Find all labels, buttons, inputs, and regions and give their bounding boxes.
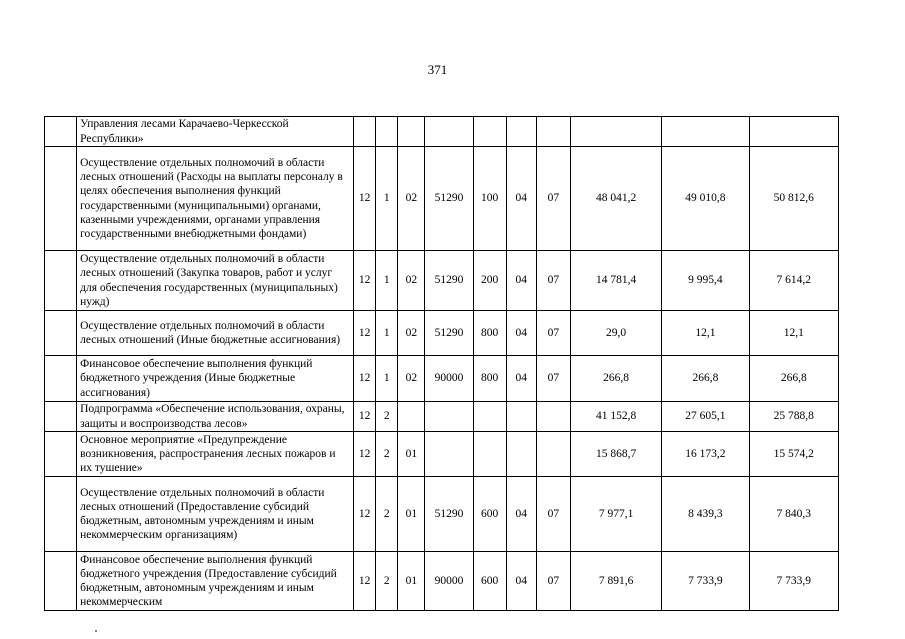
- budget-table: [44, 116, 839, 611]
- amount-year-2: [662, 117, 749, 147]
- code-subsection: 07: [536, 311, 570, 356]
- code-program: [354, 117, 376, 147]
- amount-year-3: 25 788,8: [749, 402, 838, 432]
- amount-year-2: 49 010,8: [662, 147, 749, 251]
- table-row: [45, 402, 839, 432]
- code-subsection: [536, 432, 570, 477]
- code-direction: 51290: [425, 147, 473, 251]
- amount-year-2: 9 995,4: [662, 251, 749, 311]
- code-expense-type: 600: [473, 477, 506, 552]
- row-name: Осуществление отдельных полномочий в области лесных отношений (Иные бюджетные ассигнования): [77, 311, 354, 356]
- code-subsection: [536, 402, 570, 432]
- amount-year-3: 15 574,2: [749, 432, 838, 477]
- table-row: [45, 552, 839, 611]
- code-program: 12: [354, 251, 376, 311]
- amount-year-2: 27 605,1: [662, 402, 749, 432]
- code-event: 01: [398, 432, 425, 477]
- code-direction: 51290: [425, 477, 473, 552]
- code-subprogram: 1: [376, 147, 398, 251]
- scan-speck: [95, 630, 97, 632]
- code-subsection: 07: [536, 356, 570, 402]
- code-direction: 90000: [425, 552, 473, 611]
- amount-year-1: 41 152,8: [570, 402, 661, 432]
- code-program: 12: [354, 402, 376, 432]
- amount-year-3: 12,1: [749, 311, 838, 356]
- code-subprogram: 2: [376, 402, 398, 432]
- code-direction: 90000: [425, 356, 473, 402]
- code-expense-type: [473, 432, 506, 477]
- amount-year-2: 8 439,3: [662, 477, 749, 552]
- amount-year-2: 12,1: [662, 311, 749, 356]
- code-event: 01: [398, 552, 425, 611]
- code-section: 04: [506, 552, 536, 611]
- code-direction: [425, 402, 473, 432]
- row-name: Управления лесами Карачаево-Черкесской Республики»: [77, 117, 354, 147]
- code-subprogram: 2: [376, 552, 398, 611]
- row-index-cell: [45, 117, 77, 147]
- code-direction: 51290: [425, 311, 473, 356]
- code-section: [506, 432, 536, 477]
- table-row: [45, 356, 839, 402]
- code-program: 12: [354, 147, 376, 251]
- amount-year-1: 7 891,6: [570, 552, 661, 611]
- code-subprogram: 1: [376, 251, 398, 311]
- code-event: 02: [398, 311, 425, 356]
- code-program: 12: [354, 432, 376, 477]
- code-subsection: [536, 117, 570, 147]
- amount-year-3: 7 733,9: [749, 552, 838, 611]
- code-section: [506, 402, 536, 432]
- amount-year-3: 7 840,3: [749, 477, 838, 552]
- row-name: Финансовое обеспечение выполнения функций бюджетного учреждения (Предоставление субсидий бюджетным, автономным учреждениям и иным некоммерческим: [77, 552, 354, 611]
- row-index-cell: [45, 552, 77, 611]
- amount-year-1: 48 041,2: [570, 147, 661, 251]
- code-direction: [425, 117, 473, 147]
- row-index-cell: [45, 147, 77, 251]
- table-row: [45, 432, 839, 477]
- code-subprogram: 2: [376, 477, 398, 552]
- code-event: [398, 117, 425, 147]
- code-event: 01: [398, 477, 425, 552]
- row-name: Осуществление отдельных полномочий в области лесных отношений (Предоставление субсидий бюджетным, автономным учреждениям и иным некоммерческим организациям): [77, 477, 354, 552]
- code-subsection: 07: [536, 147, 570, 251]
- table-row: [45, 251, 839, 311]
- code-event: 02: [398, 251, 425, 311]
- row-name: Осуществление отдельных полномочий в области лесных отношений (Расходы на выплаты персоналу в целях обеспечения выполнения функций государственными (муниципальными) органами, казенными учреждениями, органами управления государственными внебюджетными фондами): [77, 147, 354, 251]
- code-expense-type: [473, 117, 506, 147]
- amount-year-2: 16 173,2: [662, 432, 749, 477]
- code-subprogram: 1: [376, 356, 398, 402]
- code-section: 04: [506, 356, 536, 402]
- code-expense-type: [473, 402, 506, 432]
- code-program: 12: [354, 311, 376, 356]
- amount-year-3: 266,8: [749, 356, 838, 402]
- amount-year-3: 7 614,2: [749, 251, 838, 311]
- amount-year-2: 7 733,9: [662, 552, 749, 611]
- code-subsection: 07: [536, 477, 570, 552]
- amount-year-3: [749, 117, 838, 147]
- code-section: 04: [506, 147, 536, 251]
- row-name: Осуществление отдельных полномочий в области лесных отношений (Закупка товаров, работ и услуг для обеспечения государственных (муниципальных) нужд): [77, 251, 354, 311]
- amount-year-1: 7 977,1: [570, 477, 661, 552]
- code-direction: 51290: [425, 251, 473, 311]
- row-index-cell: [45, 402, 77, 432]
- amount-year-1: 14 781,4: [570, 251, 661, 311]
- code-subprogram: 2: [376, 432, 398, 477]
- row-index-cell: [45, 432, 77, 477]
- code-subsection: 07: [536, 251, 570, 311]
- amount-year-3: 50 812,6: [749, 147, 838, 251]
- row-name: Основное мероприятие «Предупреждение возникновения, распространения лесных пожаров и их тушение»: [77, 432, 354, 477]
- code-section: 04: [506, 311, 536, 356]
- code-expense-type: 600: [473, 552, 506, 611]
- code-event: 02: [398, 147, 425, 251]
- code-event: 02: [398, 356, 425, 402]
- row-index-cell: [45, 251, 77, 311]
- code-expense-type: 100: [473, 147, 506, 251]
- code-subprogram: [376, 117, 398, 147]
- amount-year-1: [570, 117, 661, 147]
- row-index-cell: [45, 477, 77, 552]
- code-expense-type: 800: [473, 311, 506, 356]
- code-section: 04: [506, 251, 536, 311]
- row-name: Подпрограмма «Обеспечение использования, охраны, защиты и воспроизводства лесов»: [77, 402, 354, 432]
- amount-year-1: 29,0: [570, 311, 661, 356]
- code-expense-type: 800: [473, 356, 506, 402]
- code-expense-type: 200: [473, 251, 506, 311]
- table-row: [45, 311, 839, 356]
- row-name: Финансовое обеспечение выполнения функций бюджетного учреждения (Иные бюджетные ассигнования): [77, 356, 354, 402]
- code-section: [506, 117, 536, 147]
- code-direction: [425, 432, 473, 477]
- table-row: [45, 477, 839, 552]
- amount-year-1: 15 868,7: [570, 432, 661, 477]
- row-index-cell: [45, 311, 77, 356]
- table-row: [45, 117, 839, 147]
- code-subsection: 07: [536, 552, 570, 611]
- code-program: 12: [354, 356, 376, 402]
- page-number: 371: [427, 62, 448, 77]
- amount-year-2: 266,8: [662, 356, 749, 402]
- code-section: 04: [506, 477, 536, 552]
- amount-year-1: 266,8: [570, 356, 661, 402]
- code-program: 12: [354, 477, 376, 552]
- code-program: 12: [354, 552, 376, 611]
- code-subprogram: 1: [376, 311, 398, 356]
- table-row: [45, 147, 839, 251]
- row-index-cell: [45, 356, 77, 402]
- code-event: [398, 402, 425, 432]
